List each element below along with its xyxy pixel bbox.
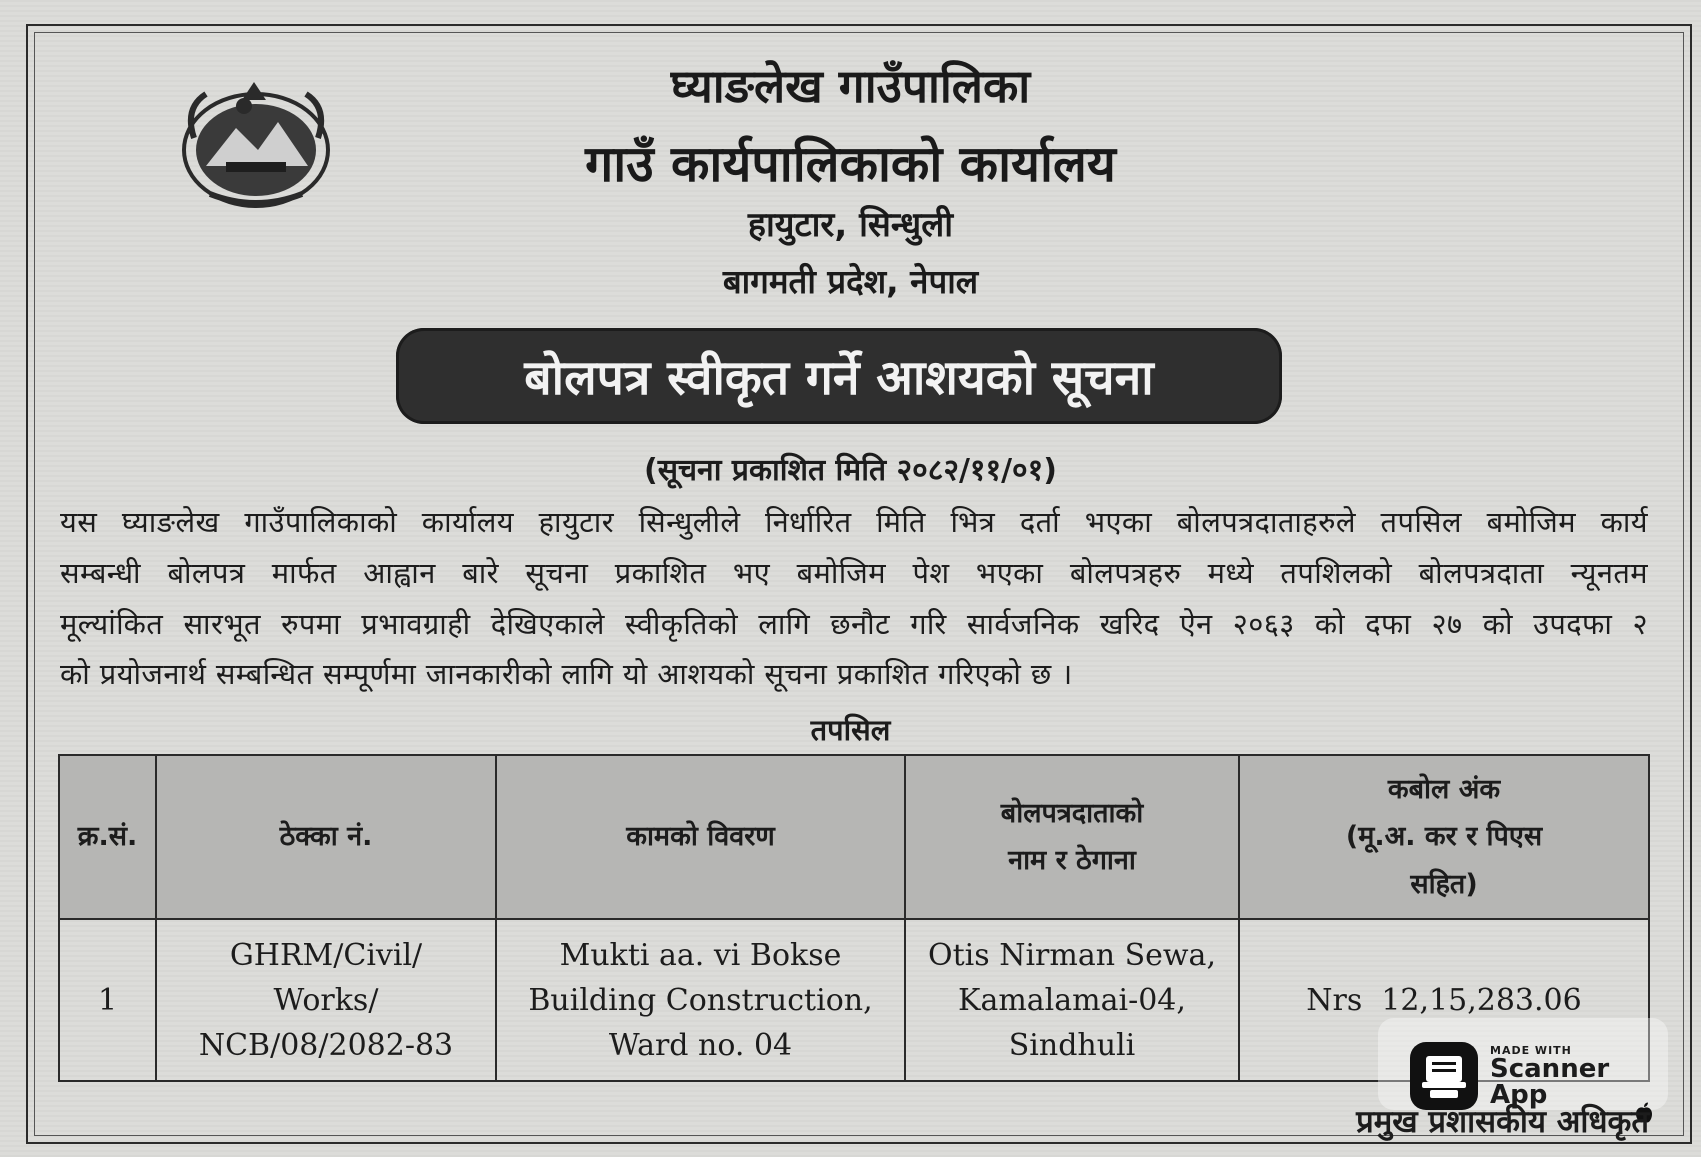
table-header-row — [59, 755, 1649, 919]
col-header-amount: कबोल अंक (मू.अ. कर र पिएस सहित) — [1239, 755, 1649, 919]
table-title: तपसिल — [810, 713, 891, 747]
cell-work: Mukti aa. vi Bokse Building Construction, Ward no. 04 — [496, 919, 905, 1081]
notice-title-banner: बोलपत्र स्वीकृत गर्ने आशयको सूचना — [396, 328, 1282, 424]
col-header-contract: ठेक्का नं. — [156, 755, 496, 919]
cell-bidder: Otis Nirman Sewa, Kamalamai-04, Sindhuli — [905, 919, 1239, 1081]
notice-body-line: यस घ्याङलेख गाउँपालिकाको कार्यालय हायुटार सिन्धुलीले निर्धारित मिति भित्र दर्ता भएका बोलपत्रदाताहरुले तपसिल बमोजिम कार्य — [60, 505, 1648, 539]
office-name: गाउँ कार्यपालिकाको कार्यालय — [585, 135, 1116, 193]
office-location: हायुटार, सिन्धुली — [747, 205, 954, 245]
signatory-title: प्रमुख प्रशासकीय अधिकृत — [1356, 1104, 1649, 1140]
col-header-work: कामको विवरण — [496, 755, 905, 919]
notice-body-line: मूल्यांकित सारभूत रुपमा प्रभावग्राही देखिएकाले स्वीकृतिको लागि छनौट गरि सार्वजनिक खरिद ऐन २०६३ को दफा २७ को उपदफा २ — [60, 607, 1648, 641]
col-header-sn: क्र.सं. — [59, 755, 156, 919]
publication-date: (सूचना प्रकाशित मिति २०८२/११/०१) — [644, 453, 1057, 488]
cell-amount: Nrs 12,15,283.06 — [1239, 919, 1649, 1081]
notice-body-line: को प्रयोजनार्थ सम्बन्धित सम्पूर्णमा जानकारीको लागि यो आशयको सूचना प्रकाशित गरिएको छ । — [60, 657, 1073, 691]
scanner-app-watermark — [1378, 1018, 1668, 1110]
municipality-name: घ्याङलेख गाउँपालिका — [670, 59, 1031, 113]
cell-contract: GHRM/Civil/ Works/ NCB/08/2082-83 — [156, 919, 496, 1081]
scanner-brand: Scanner App — [1490, 1054, 1610, 1110]
cell-sn: 1 — [59, 919, 156, 1081]
province-country: बागमती प्रदेश, नेपाल — [722, 262, 979, 301]
notice-body-line: सम्बन्धी बोलपत्र मार्फत आह्वान बारे सूचना प्रकाशित भए बमोजिम पेश भएका बोलपत्रहरु मध्ये तपशिलको बोलपत्रदाता न्यूनतम — [60, 556, 1648, 590]
col-header-bidder: बोलपत्रदाताको नाम र ठेगाना — [905, 755, 1239, 919]
made-with-label: MADE WITH — [1490, 1044, 1572, 1057]
